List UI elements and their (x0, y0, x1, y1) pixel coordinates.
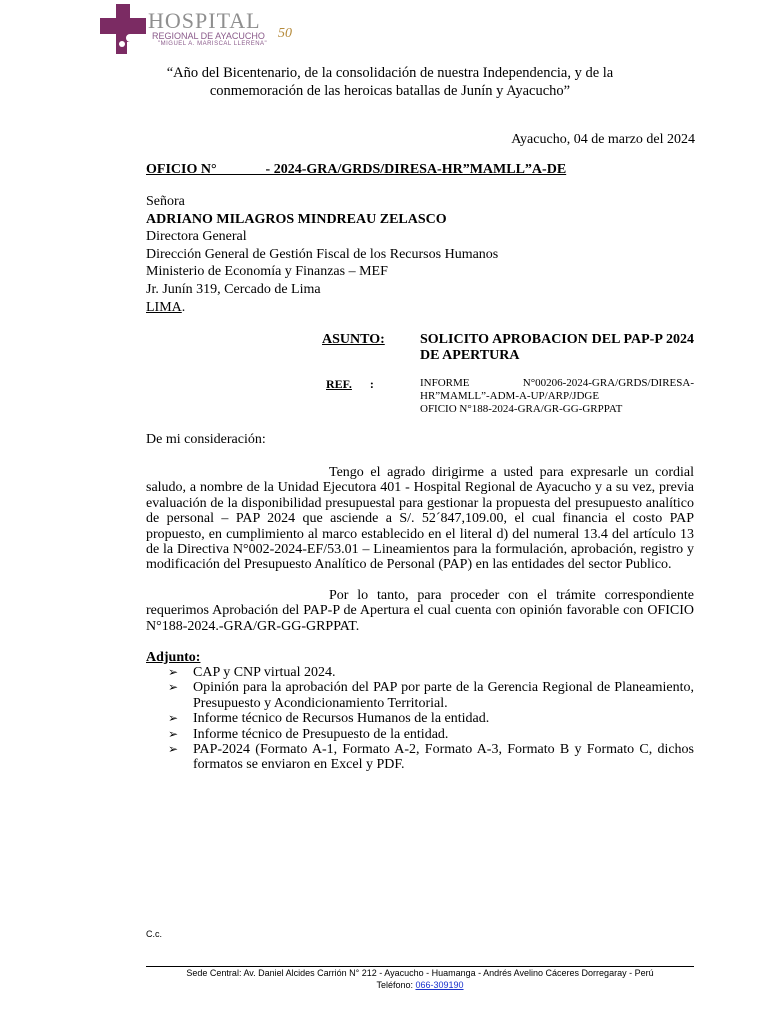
footer-address: Sede Central: Av. Daniel Alcides Carrión N° 212 - Ayacucho - Huamanga - Andrés Avelino Cáceres Dorregaray - Perú (186, 968, 654, 978)
hospital-logo (100, 4, 300, 54)
footer-phone-label: Teléfono: (376, 980, 416, 990)
body-paragraph-2: Por lo tanto, para proceder con el trámite correspondiente requerimos Aprobación del PAP-P de Apertura el cual cuenta con opinión favorable con OFICIO N°188-2024.-GRA/GR-GG-GRPPAT. (146, 588, 694, 634)
recipient-salutation: Señora (146, 194, 185, 209)
recipient-address: Jr. Junín 319, Cercado de Lima (146, 281, 321, 297)
attachment-text: Informe técnico de Recursos Humanos de la entidad. (193, 711, 490, 727)
list-item (146, 680, 694, 711)
attachment-text: PAP-2024 (Formato A-1, Formato A-2, Formato A-3, Formato B y Formato C, dichos formatos se enviaron en Excel y PDF. (193, 742, 694, 773)
recipient-city-line (146, 299, 498, 317)
reference-label (326, 377, 374, 392)
greeting: De mi consideración: (146, 432, 266, 447)
oficio-number: OFICIO N° - 2024-GRA/GRDS/DIRESA-HR”MAMLL”A-DE (146, 162, 567, 177)
reference-line-1: INFORME N°00206-2024-GRA/GRDS/DIRESA- (420, 377, 694, 389)
arrow-bullet-icon: ➢ (168, 680, 179, 695)
recipient-city-dot: . (181, 299, 186, 315)
attachment-text: Informe técnico de Presupuesto de la entidad. (193, 726, 449, 742)
body-paragraph-1: Tengo el agrado dirigirme a usted para expresarle un cordial saludo, a nombre de la Unidad Ejecutora 401 - Hospital Regional de Ayacucho y a su vez, previa evaluación de la disponibilidad presupuestal para gestionar la propuesta del presupuesto analítico de personal – PAP 2024 que asciende a S/. 52´847,109.00, el cual financia el costo PAP propuesto, en cumplimiento al marco establecido en el literal d) del numeral 13.4 del artículo 13 de la Directiva N°002-2024-EF/53.01 – Lineamientos para la formulación, aprobación, registro y modificación del Presupuesto Analítico de Personal (PAP) en las entidades del sector Publico. (146, 465, 694, 573)
year-motto: “Año del Bicentenario, de la consolidación de nuestra Independencia, y de la conmemoración de las heroicas batallas de Junín y Ayacucho” (166, 65, 614, 99)
list-item (146, 742, 694, 773)
reference-label-text: REF. (326, 377, 352, 391)
list-item (146, 665, 694, 680)
attachments-label: Adjunto: (146, 650, 201, 665)
subject-text: SOLICITO APROBACION DEL PAP-P 2024 DE APERTURA (420, 332, 694, 363)
subject-label: ASUNTO: (322, 332, 385, 347)
carbon-copy: C.c. (146, 929, 163, 939)
recipient-ministry: Ministerio de Economía y Finanzas – MEF (146, 264, 388, 280)
hospital-cross-icon (100, 4, 146, 54)
reference-text (420, 377, 694, 416)
reference-line-2: HR”MAMLL”-ADM-A-UP/ARP/JDGE (420, 390, 600, 402)
attachments-list (146, 665, 694, 773)
arrow-bullet-icon: ➢ (168, 711, 179, 726)
logo-subtitle: REGIONAL DE AYACUCHO (152, 31, 265, 41)
list-item (146, 711, 694, 726)
recipient-city: LIMA (146, 299, 182, 315)
footer-divider (146, 966, 694, 967)
arrow-bullet-icon: ➢ (168, 742, 179, 757)
recipient-block (146, 193, 498, 316)
logo-subtitle-name: "MIGUEL A. MARISCAL LLERENA" (158, 41, 268, 47)
footer-phone-link[interactable]: 066-309190 (415, 980, 464, 990)
logo-anniversary: 50 (278, 26, 292, 41)
reference-colon: : (369, 377, 374, 391)
arrow-bullet-icon: ➢ (168, 726, 179, 741)
arrow-bullet-icon: ➢ (168, 665, 179, 679)
footer-phone-line (146, 980, 694, 990)
recipient-name: ADRIANO MILAGROS MINDREAU ZELASCO (146, 211, 447, 227)
recipient-title: Directora General (146, 229, 247, 245)
attachment-text: Opinión para la aprobación del PAP por parte de la Gerencia Regional de Planeamiento, Presupuesto y Acondicionamiento Territorial. (193, 680, 694, 711)
letter-date: Ayacucho, 04 de marzo del 2024 (511, 132, 695, 147)
attachment-text: CAP y CNP virtual 2024. (193, 665, 336, 680)
recipient-office: Dirección General de Gestión Fiscal de los Recursos Humanos (146, 246, 499, 262)
logo-title: HOSPITAL (148, 8, 261, 33)
list-item (146, 727, 694, 742)
reference-line-3: OFICIO N°188-2024-GRA/GR-GG-GRPPAT (420, 403, 623, 415)
